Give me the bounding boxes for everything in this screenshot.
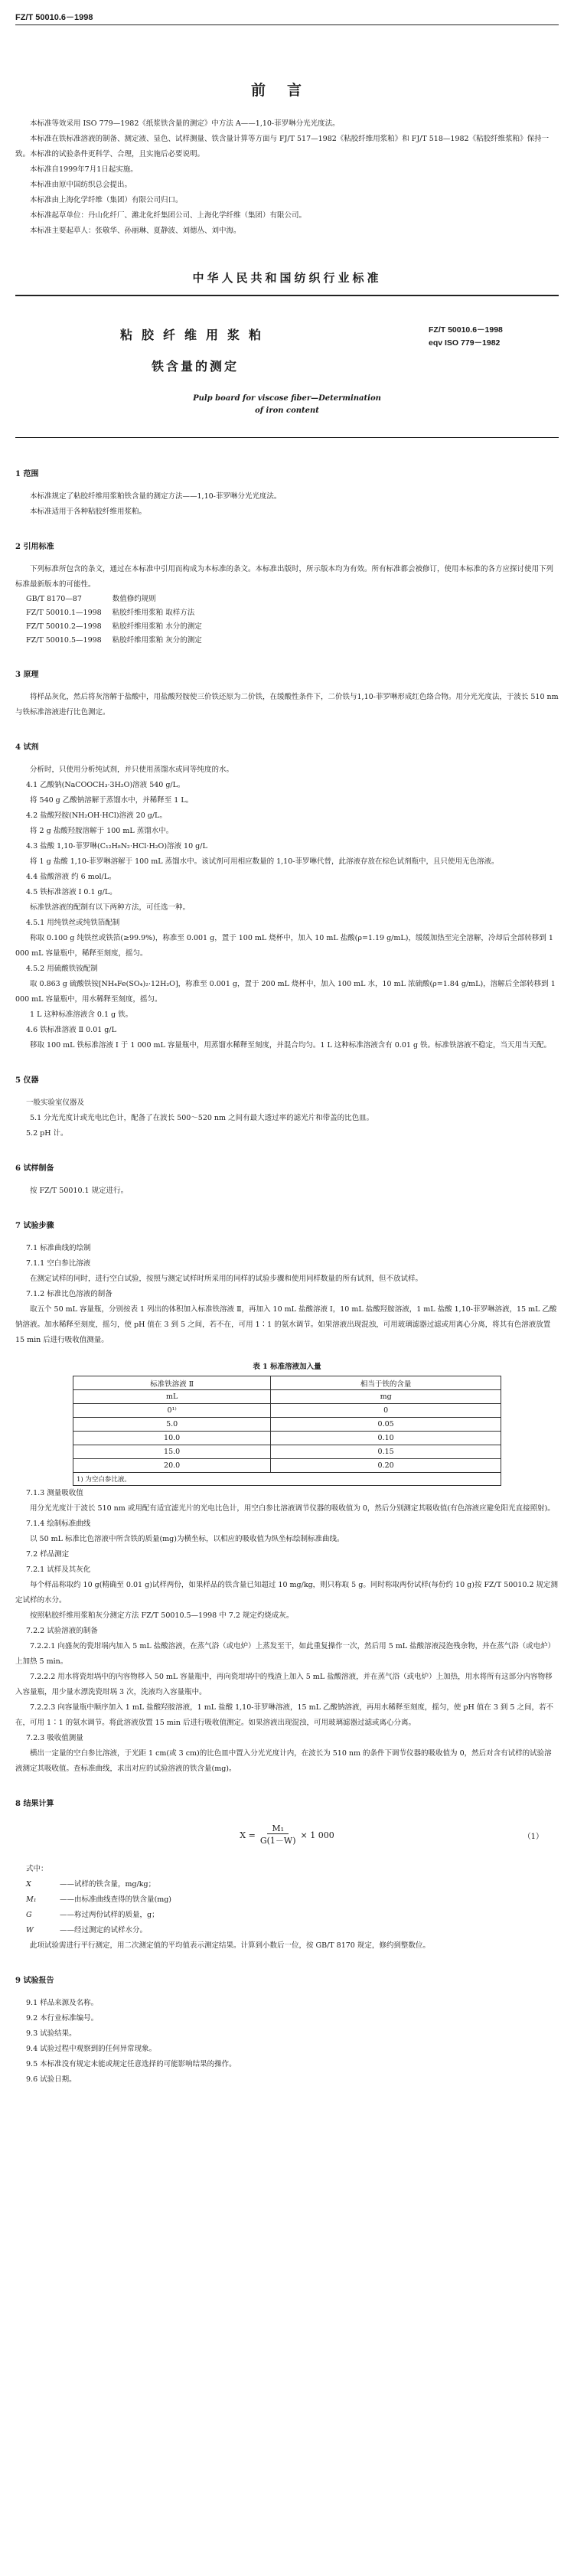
clause-line: 4.1 乙酸钠(NaCOOCH₃·3H₂O)溶液 540 g/L。 xyxy=(26,781,185,789)
clause-line: 4.5.1 用纯铁丝或纯铁箔配制 xyxy=(26,919,120,927)
table-cell: 5.0 xyxy=(73,1418,271,1432)
header-rule xyxy=(15,24,559,25)
table-note: 1) 为空白参比液。 xyxy=(73,1473,501,1486)
clause-line: 将 1 g 盐酸 1,10-菲罗啉溶解于 100 mL 蒸馏水中。该试剂可用相应数量的 1,10-菲罗啉代替，此溶液存放在棕色试剂瓶中，且只使用无色溶液。 xyxy=(30,857,499,866)
clause-line: 9.1 样品来源及名称。 xyxy=(26,1999,99,2007)
section-heading: 9 试验报告 xyxy=(15,1977,54,1985)
table-unit-row xyxy=(73,1390,501,1404)
table-cell: 10.0 xyxy=(73,1432,271,1445)
reference-row xyxy=(26,606,213,620)
reference-title: 粘胶纤维用浆粕 灰分的测定 xyxy=(112,636,202,645)
clause-line: 以 50 mL 标准比色溶液中所含铁的质量(mg)为横坐标，以相应的吸收值为纵坐标绘制标准曲线。 xyxy=(30,1535,344,1543)
clause-line: 7.2.1 试样及其灰化 xyxy=(26,1566,91,1574)
clause-line: 9.2 本行业标准编号。 xyxy=(26,2014,99,2023)
table-caption: 表 1 标准溶液加入量 xyxy=(253,1363,321,1371)
clause-line: 4.4 盐酸溶液 约 6 mol/L。 xyxy=(26,873,116,881)
table-row xyxy=(73,1445,501,1459)
section-text: 将样品灰化，然后将灰溶解于盐酸中，用盐酸羟胺使三价铁还原为二价铁，在缓酸性条件下，二价铁与1,10-菲罗啉形成红色络合物。用分光光度法，于波长 510 nm 与铁标准溶液进行比色测定。 xyxy=(15,693,559,717)
table-cell: 0.15 xyxy=(271,1445,501,1459)
clause-line: 1 L 这种标准溶液含 0.1 g 铁。 xyxy=(30,1010,133,1019)
where-row xyxy=(26,1923,559,1938)
table-header: 标准铁溶液 Ⅱ xyxy=(73,1376,271,1390)
reference-code: FZ/T 50010.2—1998 xyxy=(26,622,102,631)
table-cell: 0.10 xyxy=(271,1432,501,1445)
table-row xyxy=(73,1418,501,1432)
table-header-row xyxy=(73,1376,501,1390)
clause-line: 用分光光度计于波长 510 nm 或用配有适宜滤光片的光电比色计，用空白参比溶液调节仪器的吸收值为 0，然后分别测定其吸收值(有色溶液应避免阳光直接照射)。 xyxy=(30,1504,555,1513)
formula-number: （1） xyxy=(523,1832,543,1841)
section-heading: 5 仪器 xyxy=(15,1076,39,1085)
where-symbol: M₁ xyxy=(26,1895,37,1904)
preface-para: 本标准主要起草人：张敬华、孙丽琳、夏静波、刘德丛、刘中海。 xyxy=(30,227,241,235)
clause-line: 9.6 试验日期。 xyxy=(26,2075,77,2084)
clause-line: 5.1 分光光度计或光电比色计，配备了在波长 500～520 nm 之间有最大透过率的滤光片和带盖的比色皿。 xyxy=(30,1114,374,1122)
reference-code: FZ/T 50010.5—1998 xyxy=(26,636,102,645)
clause-line: 在测定试样的同时，进行空白试验，按照与测定试样时所采用的同样的试验步骤和使用同样数量的所有试剂，但不放试样。 xyxy=(30,1275,423,1283)
where-row xyxy=(26,1877,559,1892)
clause-line: 每个样品称取约 10 g(精确至 0.01 g)试样两份，如果样品的铁含量已知超过 10 mg/kg，则只称取 5 g。同时称取两份试样(每份约 10 g)按 FZ/T 50010.2 规定测定试样的水分。 xyxy=(15,1581,559,1605)
section-heading: 2 引用标准 xyxy=(15,543,54,551)
clause-line: 7.1.1 空白参比溶液 xyxy=(26,1259,91,1268)
table-unit: mg xyxy=(271,1390,501,1404)
formula-legend xyxy=(15,1862,559,1938)
formula-denominator: G(1－W) xyxy=(259,1836,296,1846)
english-title xyxy=(15,393,559,417)
section-heading: 4 试剂 xyxy=(15,743,39,752)
clause-line: 将 540 g 乙酸钠溶解于蒸馏水中，并稀释至 1 L。 xyxy=(30,796,194,805)
clause-line: 4.5 铁标准溶液 Ⅰ 0.1 g/L。 xyxy=(26,888,117,896)
where-desc: ——试样的铁含量，mg/kg； xyxy=(60,1880,156,1889)
reference-row xyxy=(26,634,213,648)
table-cell: 15.0 xyxy=(73,1445,271,1459)
preface-para: 本标准由上海化学纤维（集团）有限公司归口。 xyxy=(30,196,183,204)
preface-para: 本标准在铁标准溶液的制备、测定液、显色、试样测量、铁含量计算等方面与 FJ/T 517—1982《粘胶纤维用浆粕》和 FJ/T 518—1982《粘胶纤维浆粕》保持一致。本标准的试验条件更科学、合理，且实施后必要说明。 xyxy=(15,135,550,158)
table-unit: mL xyxy=(73,1390,271,1404)
reference-title: 数值修约规则 xyxy=(112,595,156,603)
english-title-line2: of iron content xyxy=(255,406,319,415)
table-cell: 0¹⁾ xyxy=(73,1404,271,1418)
clause-line: 将 2 g 盐酸羟胺溶解于 100 mL 蒸馏水中。 xyxy=(30,827,174,835)
clause-line: 取五个 50 mL 容量瓶，分别按表 1 列出的体积加入标准铁溶液 Ⅱ，再加入 10 mL 盐酸溶液 Ⅰ，10 mL 盐酸羟胺溶液，1 mL 盐酸 1,10-菲罗啉溶液，15 mL 乙酸钠溶液。加水稀释至刻度，摇匀，使 pH 值在 3 到 5 之间，若不在，可用 1∶1 的氨水调节。如果溶液出现混浊，可用玻璃滤器过滤或用离心分离，将其有色溶液放置 15 min 后进行吸收值测量。 xyxy=(15,1305,557,1344)
clause-line: 称取 0.100 g 纯铁丝或铁箔(≥99.9%)，称准至 0.001 g，置于 100 mL 烧杯中，加入 10 mL 盐酸(ρ=1.19 g/mL)，缓缓加热至完全溶解，冷却后全部转移到 1 000 mL 容量瓶中，稀释至刻度，摇匀。 xyxy=(15,934,553,958)
clause-line: 7.1 标准曲线的绘制 xyxy=(26,1244,91,1252)
reference-code: FZ/T 50010.1—1998 xyxy=(26,609,102,617)
reference-row xyxy=(26,593,213,606)
clause-line: 按照粘胶纤维用浆粕灰分测定方法 FZ/T 50010.5—1998 中 7.2 规定灼烧成灰。 xyxy=(30,1611,294,1620)
formula-fraction xyxy=(260,1823,296,1846)
formula-rhs: × 1 000 xyxy=(300,1830,334,1840)
preface-body xyxy=(15,116,559,239)
section-heading: 8 结果计算 xyxy=(15,1800,54,1808)
where-row xyxy=(26,1892,559,1908)
preface-para: 本标准自1999年7月1日起实施。 xyxy=(30,165,138,174)
title-block xyxy=(15,318,559,374)
standard-number: FZ/T 50010.6－1998 xyxy=(429,325,503,335)
section-text: 此项试验需进行平行测定，用二次测定值的平均值表示测定结果。计算到小数后一位，按 GB/T 8170 规定，修约到整数位。 xyxy=(30,1941,430,1950)
standard-table xyxy=(73,1376,501,1473)
clause-line: 7.2.2.1 向盛灰的瓷坩埚内加入 5 mL 盐酸溶液，在蒸气浴（或电炉）上蒸发至干，如此重复操作一次，然后用 5 mL 盐酸溶液浸泡残余物，并在蒸气浴（或电炉）上加热 5 min。 xyxy=(15,1642,556,1666)
clause-line: 7.1.2 标准比色溶液的制备 xyxy=(26,1290,113,1298)
standard-eqv: eqv ISO 779－1982 xyxy=(429,338,501,348)
clause-line: 7.2 样品测定 xyxy=(26,1550,70,1559)
table-row xyxy=(73,1404,501,1418)
clause-line: 一般实验室仪器及 xyxy=(26,1099,85,1107)
section-text: 本标准规定了粘胶纤维用浆粕铁含量的测定方法——1,10-菲罗啉分光光度法。 xyxy=(30,492,282,501)
clause-line: 7.2.2 试验溶液的制备 xyxy=(26,1627,98,1635)
section-heading: 1 范围 xyxy=(15,470,39,478)
clause-line: 标准铁溶液的配制有以下两种方法，可任选一种。 xyxy=(30,903,191,912)
where-symbol: G xyxy=(26,1911,32,1919)
standard-title-line1: 粘胶纤维用浆粕 xyxy=(119,328,270,342)
table-cell: 20.0 xyxy=(73,1459,271,1473)
preface-para: 本标准由原中国纺织总会提出。 xyxy=(30,181,132,189)
standard-titles xyxy=(15,318,375,374)
standard-number-block xyxy=(429,318,559,350)
where-row xyxy=(26,1908,559,1923)
clause-line: 移取 100 mL 铁标准溶液 Ⅰ 于 1 000 mL 容量瓶中，用蒸馏水稀释至刻度，并混合均匀。1 L 这种标准溶液含有 0.01 g 铁。标准铁溶液不稳定，当天用当天配。 xyxy=(30,1041,552,1050)
table-row xyxy=(73,1459,501,1473)
clause-line: 9.3 试验结果。 xyxy=(26,2029,77,2038)
section-heading: 6 试样制备 xyxy=(15,1164,54,1173)
table-header: 相当于铁的含量 xyxy=(271,1376,501,1390)
clause-line: 4.3 盐酸 1,10-菲罗啉(C₁₂H₈N₂·HCl·H₂O)溶液 10 g/L xyxy=(26,842,207,851)
standard-title-line2: 铁含量的测定 xyxy=(151,359,239,374)
reference-row xyxy=(26,620,213,634)
section-text: 本标准适用于各种粘胶纤维用浆粕。 xyxy=(30,508,147,516)
clause-line: 9.5 本标准没有规定未能或规定任意选择的可能影响结果的操作。 xyxy=(26,2060,236,2068)
section-text: 下列标准所包含的条文，通过在本标准中引用而构成为本标准的条文。本标准出版时，所示版本均为有效。所有标准都会被修订，使用本标准的各方应探讨使用下列标准最新版本的可能性。 xyxy=(15,565,554,589)
preface-para: 本标准起草单位：丹山化纤厂、潍北化纤集团公司、上海化学纤维（集团）有限公司。 xyxy=(30,211,307,220)
preface-para: 本标准等效采用 ISO 779—1982《纸浆铁含量的测定》中方法 A——1,10-菲罗啉分光光度法。 xyxy=(30,119,340,128)
where-desc: ——经过测定的试样水分。 xyxy=(60,1926,148,1934)
formula-lhs: X = xyxy=(240,1830,256,1840)
clause-line: 7.1.3 测量吸收值 xyxy=(26,1489,83,1497)
title-rule xyxy=(15,437,559,438)
clause-line: 取 0.863 g 硫酸铁铵[NH₄Fe(SO₄)₂·12H₂O]，称准至 0.001 g，置于 200 mL 烧杯中，加入 100 mL 水，10 mL 浓硫酸(ρ=1.84 g/mL)，溶解后全部转移到 1 000 mL 容量瓶中，用水稀释至刻度，摇匀。 xyxy=(15,980,556,1004)
section-text: 按 FZ/T 50010.1 规定进行。 xyxy=(30,1187,129,1195)
section-heading: 3 原理 xyxy=(15,671,39,679)
reference-code: GB/T 8170—87 xyxy=(26,595,82,603)
clause-line: 5.2 pH 计。 xyxy=(26,1129,68,1138)
header-thick-rule xyxy=(15,295,559,296)
formula-numerator: M₁ xyxy=(267,1823,289,1834)
clause-line: 9.4 试验过程中观察到的任何异常现象。 xyxy=(26,2045,157,2053)
clause-line: 7.2.2.2 用水将瓷坩埚中的内容物移入 50 mL 容量瓶中，再向瓷坩埚中的残渣上加入 5 mL 盐酸溶液，并在蒸气浴（或电炉）上加热，用水将所有这部分内容物移入容量瓶，用少量水漂洗瓷坩埚 3 次，洗液均入容量瓶中。 xyxy=(15,1673,553,1696)
reference-title: 粘胶纤维用浆粕 水分的测定 xyxy=(112,622,202,631)
where-desc: ——由标准曲线查得的铁含量(mg) xyxy=(60,1895,172,1904)
section-text: 分析时，只使用分析纯试剂，并只使用蒸馏水或同等纯度的水。 xyxy=(30,766,234,774)
clause-line: 7.1.4 绘制标准曲线 xyxy=(26,1520,91,1528)
clause-line: 7.2.2.3 向容量瓶中顺序加入 1 mL 盐酸羟胺溶液，1 mL 盐酸 1,10-菲罗啉溶液，15 mL 乙酸钠溶液，再用水稀释至刻度，摇匀，使 pH 值在 3 到 5 之间，若不在，可用 1∶1 的氨水调节。将此溶液放置 15 min 后进行吸收值测定。如果溶液出现混浊，可用玻璃滤器过滤或离心分离。 xyxy=(15,1703,553,1727)
clause-line: 7.2.3 吸收值测量 xyxy=(26,1734,83,1742)
where-symbol: W xyxy=(26,1926,34,1934)
section-heading: 7 试验步骤 xyxy=(15,1222,54,1230)
clause-line: 4.6 铁标准溶液 Ⅱ 0.01 g/L xyxy=(26,1026,116,1034)
reference-list xyxy=(26,593,213,648)
table-row xyxy=(73,1432,501,1445)
header-code: FZ/T 50010.6－1998 xyxy=(15,13,93,22)
table-cell: 0.20 xyxy=(271,1459,501,1473)
where-symbol: X xyxy=(26,1880,31,1889)
where-label: 式中： xyxy=(26,1865,48,1873)
result-formula xyxy=(15,1823,559,1846)
table-cell: 0.05 xyxy=(271,1418,501,1432)
where-desc: ——称过两份试样的质量，g； xyxy=(60,1911,159,1919)
clause-line: 横出一定量的空白参比溶液，于光距 1 cm(或 3 cm)的比色皿中置入分光光度计内，在波长为 510 nm 的条件下调节仪器的吸收值为 0，然后对含有试样的试验溶液测定其吸收值。查标准曲线，求出对应的试验溶液的铁含量(mg)。 xyxy=(15,1749,552,1773)
table-cell: 0 xyxy=(271,1404,501,1418)
clause-line: 4.2 盐酸羟胺(NH₂OH·HCl)溶液 20 g/L。 xyxy=(26,811,167,820)
reference-title: 粘胶纤维用浆粕 取样方法 xyxy=(112,609,195,617)
english-title-line1: Pulp board for viscose fiber—Determination xyxy=(193,394,381,403)
preface-title: 前言 xyxy=(250,82,323,99)
clause-line: 4.5.2 用硫酸铁铵配制 xyxy=(26,965,98,973)
standard-body-header: 中华人民共和国纺织行业标准 xyxy=(192,271,382,285)
